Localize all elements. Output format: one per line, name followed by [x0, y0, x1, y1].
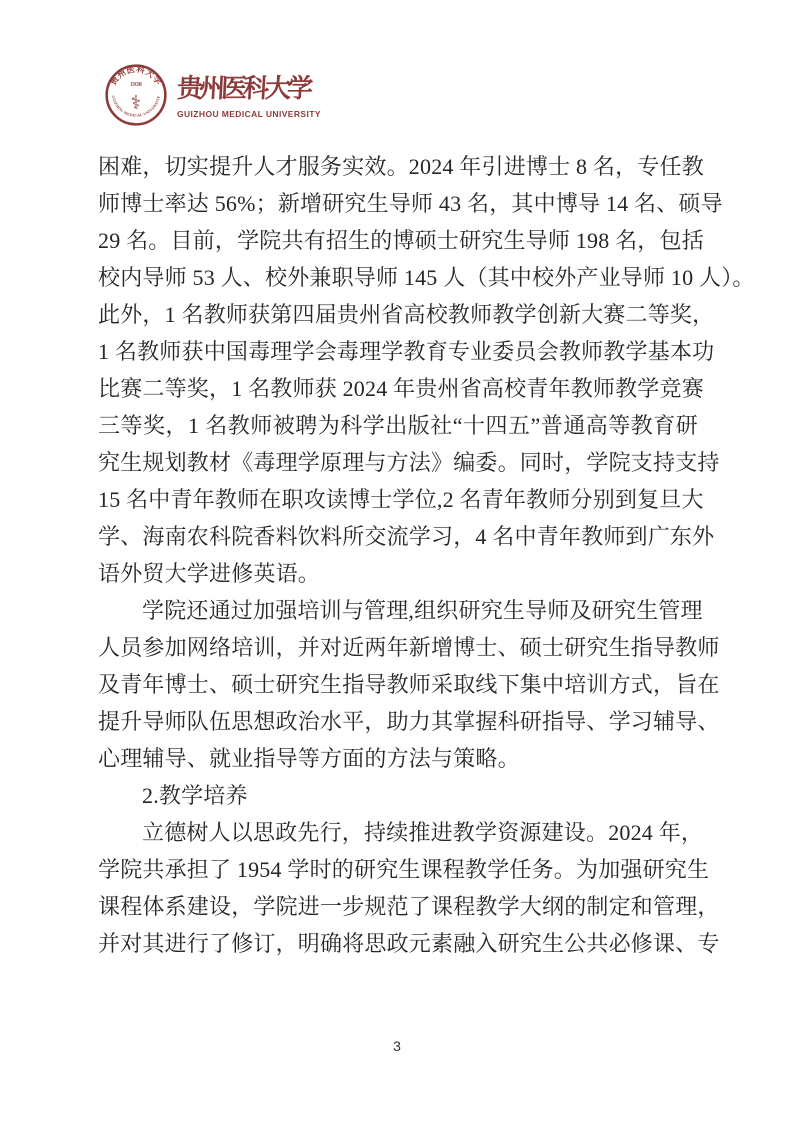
body-line: 1 名教师获中国毒理学会毒理学教育专业委员会教师教学基本功 — [98, 339, 715, 364]
university-name-en: GUIZHOU MEDICAL UNIVERSITY — [177, 108, 321, 119]
document-body — [98, 148, 755, 962]
body-line: 此外，1 名教师获第四届贵州省高校教师教学创新大赛二等奖， — [98, 302, 715, 327]
body-line: 心理辅导、就业指导等方面的方法与策略。 — [98, 746, 520, 771]
body-line: 15 名中青年教师在职攻读博士学位,2 名青年教师分别到复旦大 — [98, 487, 704, 512]
page-number: 3 — [393, 1038, 401, 1054]
body-line: 学、海南农科院香料饮料所交流学习，4 名中青年教师到广东外 — [98, 524, 715, 549]
university-header — [104, 58, 321, 132]
body-line: 并对其进行了修订，明确将思政元素融入研究生公共必修课、专 — [98, 931, 720, 956]
body-line: 困难，切实提升人才服务实效。2024 年引进博士 8 名，专任教 — [98, 154, 704, 179]
body-line: 学院还通过加强培训与管理,组织研究生导师及研究生管理 — [142, 598, 703, 623]
university-seal-icon — [104, 58, 168, 132]
university-brand — [177, 72, 321, 119]
body-line: 比赛二等奖，1 名教师获 2024 年贵州省高校青年教师教学竞赛 — [98, 376, 704, 401]
body-line: 学院共承担了 1954 学时的研究生课程教学任务。为加强研究生 — [98, 857, 710, 882]
seal-top-text: 贵州医科大学 — [108, 64, 164, 87]
university-name-zh: 贵州医科大学 — [176, 73, 310, 103]
page-footer — [0, 1038, 794, 1054]
body-line: 提升导师队伍思想政治水平，助力其掌握科研指导、学习辅导、 — [98, 709, 720, 734]
body-line: 29 名。目前，学院共有招生的博硕士研究生导师 198 名，包括 — [98, 228, 704, 253]
body-line: 究生规划教材《毒理学原理与方法》编委。同时，学院支持支持 — [98, 450, 720, 475]
body-line: 校内导师 53 人、校外兼职导师 145 人（其中校外产业导师 10 人）。 — [98, 265, 755, 290]
body-line: 三等奖，1 名教师被聘为科学出版社“十四五”普通高等教育研 — [98, 413, 698, 438]
body-line: 及青年博士、硕士研究生指导教师采取线下集中培训方式，旨在 — [98, 672, 720, 697]
section-heading: 2.教学培养 — [142, 783, 248, 808]
seal-bottom-text: GUIZHOU MEDICAL UNIVERSITY — [110, 95, 162, 118]
body-line: 立德树人以思政先行，持续推进教学资源建设。2024 年， — [142, 820, 704, 845]
caduceus-icon: ⚕ — [130, 93, 142, 115]
body-line: 课程体系建设，学院进一步规范了课程教学大纲的制定和管理， — [98, 894, 720, 919]
body-line: 师博士率达 56%；新增研究生导师 43 名，其中博导 14 名、硕导 — [98, 191, 723, 216]
body-line: 语外贸大学进修英语。 — [98, 561, 321, 586]
body-line: 人员参加网络培训，并对近两年新增博士、硕士研究生指导教师 — [98, 635, 720, 660]
seal-year: 1938 — [130, 82, 142, 89]
